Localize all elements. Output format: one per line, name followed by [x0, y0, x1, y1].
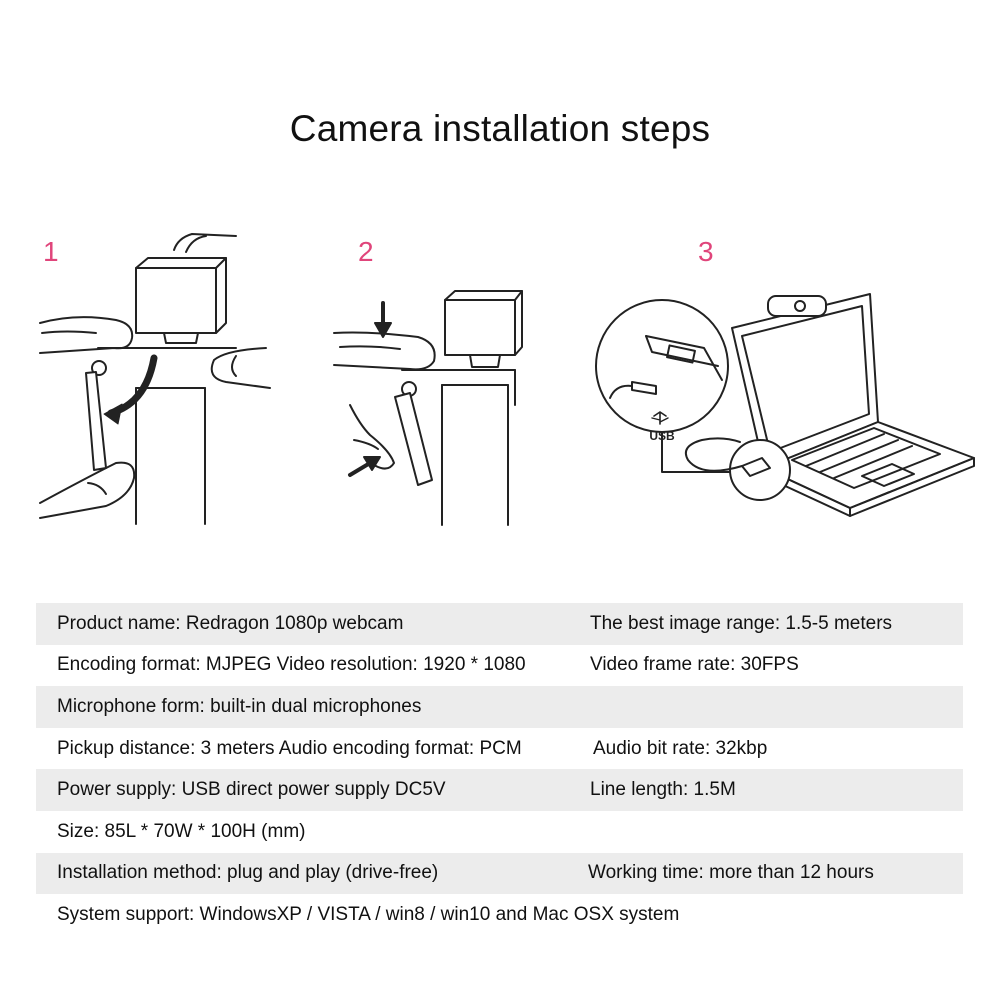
spec-system-support: System support: WindowsXP / VISTA / win8 / win10 and Mac OSX system — [57, 903, 680, 925]
step-number-2: 2 — [358, 236, 374, 267]
spec-row — [36, 894, 963, 936]
spec-size: Size: 85L * 70W * 100H (mm) — [57, 820, 306, 842]
usb-label: USB — [649, 429, 675, 443]
step-number-1: 1 — [43, 236, 59, 267]
step-number-3: 3 — [698, 236, 714, 267]
page-title: Camera installation steps — [289, 108, 711, 149]
spec-product-name: Product name: Redragon 1080p webcam — [57, 612, 404, 634]
step-1-illustration — [36, 228, 296, 528]
spec-pickup-distance: Pickup distance: 3 meters Audio encoding format: PCM — [57, 737, 522, 759]
spec-microphone: Microphone form: built-in dual microphones — [57, 695, 422, 717]
spec-row — [36, 728, 963, 770]
spec-audio-bit-rate: Audio bit rate: 32kbp — [593, 737, 768, 759]
spec-power-supply: Power supply: USB direct power supply DC5V — [57, 779, 446, 801]
spec-row — [36, 645, 963, 687]
spec-image-range: The best image range: 1.5-5 meters — [590, 612, 893, 634]
spec-encoding: Encoding format: MJPEG Video resolution: 1920 * 1080 — [57, 654, 526, 676]
step-3-illustration — [592, 290, 977, 520]
spec-frame-rate: Video frame rate: 30FPS — [590, 654, 799, 676]
spec-installation: Installation method: plug and play (drive-free) — [57, 862, 439, 884]
specs-table — [36, 603, 963, 936]
spec-line-length: Line length: 1.5M — [590, 779, 736, 801]
spec-working-time: Working time: more than 12 hours — [588, 862, 874, 884]
spec-row — [36, 853, 963, 895]
spec-row — [36, 811, 963, 853]
spec-row — [36, 686, 963, 728]
spec-row — [36, 769, 963, 811]
spec-row — [36, 603, 963, 645]
step-2-illustration — [330, 285, 530, 530]
